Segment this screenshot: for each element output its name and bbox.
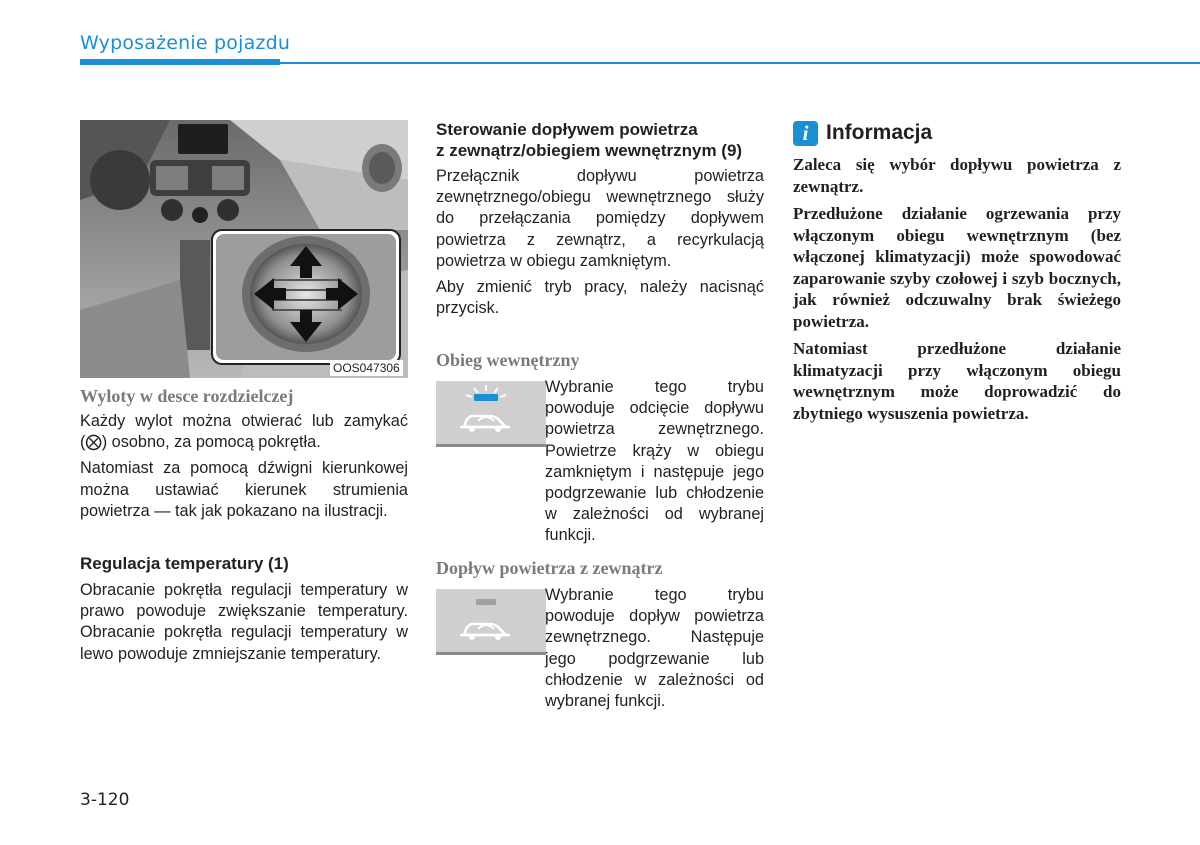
- air-intake-text-block: [436, 166, 764, 324]
- fresh-air-button-image: [436, 589, 546, 655]
- info-text-block: [793, 154, 1121, 430]
- info-heating-warning: Przedłużone działanie ogrzewania przy włączonym obiegu wewnętrznym (bez włączonej klimatyzacji) może spowodować zaparowanie szyby czołowej i szyb bocznych, jak również odczuwalny brak świeżego powietrza.: [793, 204, 1121, 331]
- caption-heading: Wyloty w desce rozdzielczej: [80, 386, 294, 406]
- temperature-heading: Regulacja temperatury (1): [80, 554, 289, 573]
- fresh-air-heading: Dopływ powietrza z zewnątrz: [436, 558, 663, 578]
- header-rule-accent: [80, 59, 280, 65]
- air-intake-heading: [436, 119, 766, 161]
- recirculation-text: Wybranie tego trybu powoduje odcięcie dopływu powietrza zewnętrznego. Powietrze krąży w obiegu zamkniętym i następuje jego podgrzewanie lub chłodzenie w zależności od wybranej funkcji.: [545, 378, 764, 545]
- air-intake-heading-line2: z zewnątrz/obiegiem wewnętrznym (9): [436, 141, 743, 160]
- temperature-text: Obracanie pokrętła regulacji temperatury w prawo powoduje zwiększanie temperatury. Obracanie pokrętła regulacji temperatury w lewo powoduje zmniejszanie temperatury.: [80, 581, 408, 663]
- left-text-block: [80, 411, 408, 527]
- recirculation-heading: Obieg wewnętrzny: [436, 350, 580, 370]
- recirculation-icon: [436, 381, 546, 444]
- section-title: Wyposażenie pojazdu: [80, 32, 291, 54]
- air-intake-heading-line1: Sterowanie dopływem powietrza: [436, 120, 698, 139]
- header-rule: [280, 62, 1200, 64]
- fresh-air-text: Wybranie tego trybu powoduje dopływ powietrza zewnętrznego. Następuje jego podgrzewanie lub chłodzenie w zależności od wybranej funkcji.: [545, 586, 764, 711]
- dashboard-vents-photo: [80, 120, 408, 378]
- info-ac-warning: Natomiast przedłużone działanie klimatyzacji przy włączonym obiegu wewnętrznym może doprowadzić do zbytniego wysuszenia powietrza.: [793, 339, 1121, 423]
- air-intake-howto: Aby zmienić tryb pracy, należy nacisnąć przycisk.: [436, 278, 764, 318]
- info-recommendation: Zaleca się wybór dopływu powietrza z zewnątrz.: [793, 155, 1121, 196]
- info-title: Informacja: [826, 121, 933, 144]
- dashboard-illustration: [80, 120, 408, 378]
- vent-direction-text: Natomiast za pomocą dźwigni kierunkowej można ustawiać kierunek strumienia powietrza — tak jak pokazano na ilustracji.: [80, 459, 408, 520]
- vent-open-close-text: Każdy wylot można otwierać lub zamykać (⨂) osobno, za pomocą pokrętła.: [80, 412, 408, 452]
- air-intake-desc: Przełącznik dopływu powietrza zewnętrznego/obiegu wewnętrznego służy do przełączania pomiędzy dopływem powietrza z zewnątrz, a recyrkulacją powietrza w obiegu zamkniętym.: [436, 167, 764, 270]
- fresh-air-icon: [436, 589, 546, 652]
- recirculation-button-image: [436, 381, 546, 447]
- page-number: 3-120: [80, 790, 130, 810]
- photo-code: OOS047306: [330, 360, 403, 376]
- info-icon: i: [793, 121, 818, 146]
